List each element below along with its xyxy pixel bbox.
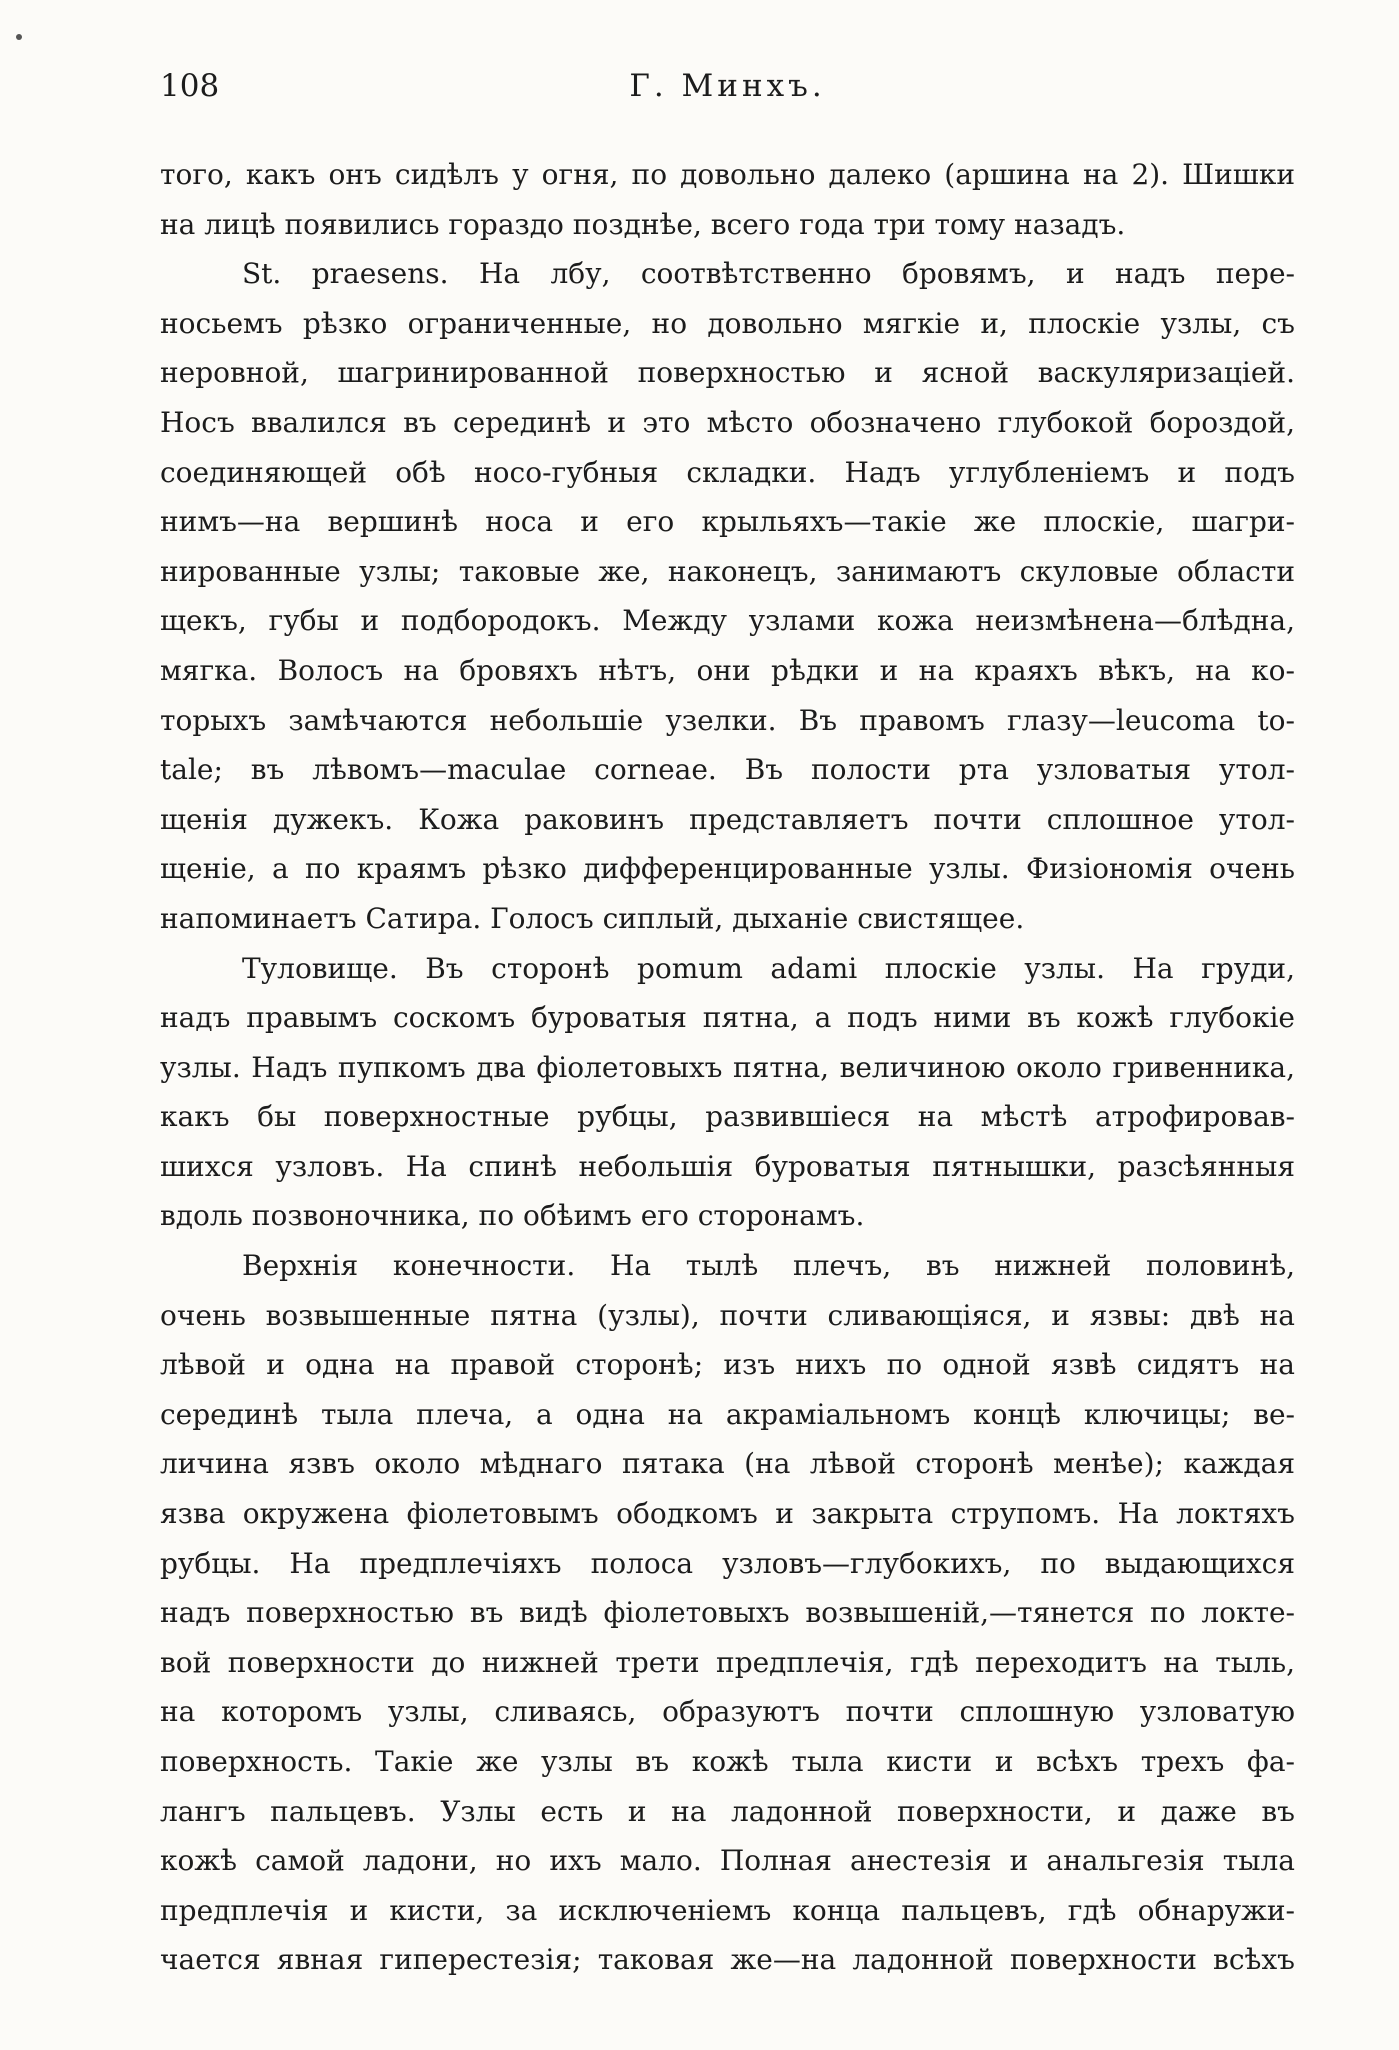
text-line: Верхнія конечности. На тылѣ плечъ, въ нижней половинѣ, — [242, 1249, 1295, 1283]
text-line: какъ бы поверхностные рубцы, развившіеся на мѣстѣ атрофировав- — [160, 1100, 1295, 1134]
text-line: носьемъ рѣзко ограниченные, но довольно мягкіе и, плоскіе узлы, съ — [160, 306, 1295, 340]
text-line: серединѣ тыла плеча, а одна на акраміальномъ концѣ ключицы; ве- — [160, 1397, 1295, 1431]
text-line: поверхность. Такіе же узлы въ кожѣ тыла кисти и всѣхъ трехъ фа- — [160, 1745, 1295, 1778]
text-line: надъ поверхностью въ видѣ фіолетовыхъ возвышеній,—тянется по локте- — [160, 1596, 1295, 1630]
text-line: кожѣ самой ладони, но ихъ мало. Полная анестезія и анальгезія тыла — [160, 1844, 1295, 1878]
text-line: на которомъ узлы, сливаясь, образуютъ почти сплошную узловатую — [160, 1695, 1295, 1729]
text-line: вой поверхности до нижней трети предплечія, гдѣ переходитъ на тыль, — [160, 1645, 1295, 1679]
text-line: нимъ—на вершинѣ носа и его крыльяхъ—такіе же плоскіе, шагри- — [160, 505, 1295, 539]
text-line: Туловище. Въ сторонѣ pomum adami плоскіе узлы. На груди, — [242, 951, 1295, 985]
text-line: рубцы. На предплечіяхъ полоса узловъ—глубокихъ, по выдающихся — [160, 1546, 1295, 1580]
page-number: 108 — [160, 68, 220, 104]
text-line: того, какъ онъ сидѣлъ у огня, по довольно далеко (аршина на 2). Шишки — [160, 158, 1295, 191]
text-line: предплечія и кисти, за исключеніемъ конца пальцевъ, гдѣ обнаружи- — [160, 1893, 1295, 1927]
text-line: щеніе, а по краямъ рѣзко дифференцированные узлы. Физіономія очень — [160, 852, 1295, 886]
text-line: надъ правымъ соскомъ буроватыя пятна, а подъ ними въ кожѣ глубокіе — [160, 1001, 1295, 1035]
text-line: соединяющей обѣ носо-губныя складки. Надъ углубленіемъ и подъ — [160, 455, 1295, 489]
body-text — [160, 150, 1295, 1985]
text-line: лѣвой и одна на правой сторонѣ; изъ нихъ по одной язвѣ сидятъ на — [160, 1348, 1295, 1382]
text-line: неровной, шагринированной поверхностью и ясной васкуляризаціей. — [160, 356, 1295, 390]
text-line: узлы. Надъ пупкомъ два фіолетовыхъ пятна, величиною около гривенника, — [160, 1050, 1295, 1084]
ink-speck — [16, 34, 22, 40]
text-line: Носъ ввалился въ серединѣ и это мѣсто обозначено глубокой бороздой, — [160, 405, 1295, 439]
text-line: tale; въ лѣвомъ—maculae corneae. Въ полости рта узловатыя утол- — [160, 753, 1295, 787]
text-line: напоминаетъ Сатира. Голосъ сиплый, дыханіе свистящее. — [160, 901, 1025, 935]
text-line: очень возвышенные пятна (узлы), почти сливающіяся, и язвы: двѣ на — [160, 1298, 1295, 1332]
text-line: торыхъ замѣчаются небольшіе узелки. Въ правомъ глазу—leucoma to- — [160, 703, 1295, 737]
text-line: чается явная гиперестезія; таковая же—на ладонной поверхности всѣхъ — [160, 1943, 1295, 1977]
text-line: мягка. Волосъ на бровяхъ нѣтъ, они рѣдки и на краяхъ вѣкъ, на ко- — [160, 653, 1295, 687]
text-line: щекъ, губы и подбородокъ. Между узлами кожа неизмѣнена—блѣдна, — [160, 604, 1295, 638]
running-head: Г. Минхъ. — [629, 68, 826, 104]
text-line: нированные узлы; таковые же, наконецъ, занимаютъ скуловые области — [160, 554, 1295, 588]
text-line: язва окружена фіолетовымъ ободкомъ и закрыта струпомъ. На локтяхъ — [160, 1497, 1295, 1531]
text-line: шихся узловъ. На спинѣ небольшія буроватыя пятнышки, разсѣянныя — [160, 1149, 1295, 1183]
text-line: St. praesens. На лбу, соотвѣтственно бровямъ, и надъ пере- — [242, 257, 1295, 291]
page-header — [160, 68, 1295, 118]
text-line: вдоль позвоночника, по обѣимъ его сторонамъ. — [160, 1199, 865, 1233]
text-line: личина язвъ около мѣднаго пятака (на лѣвой сторонѣ менѣе); каждая — [160, 1447, 1295, 1481]
text-line: лангъ пальцевъ. Узлы есть и на ладонной поверхности, и даже въ — [160, 1794, 1295, 1828]
text-line: щенія дужекъ. Кожа раковинъ представляетъ почти сплошное утол- — [160, 802, 1295, 836]
text-line: на лицѣ появились гораздо позднѣе, всего года три тому назадъ. — [160, 207, 1126, 241]
